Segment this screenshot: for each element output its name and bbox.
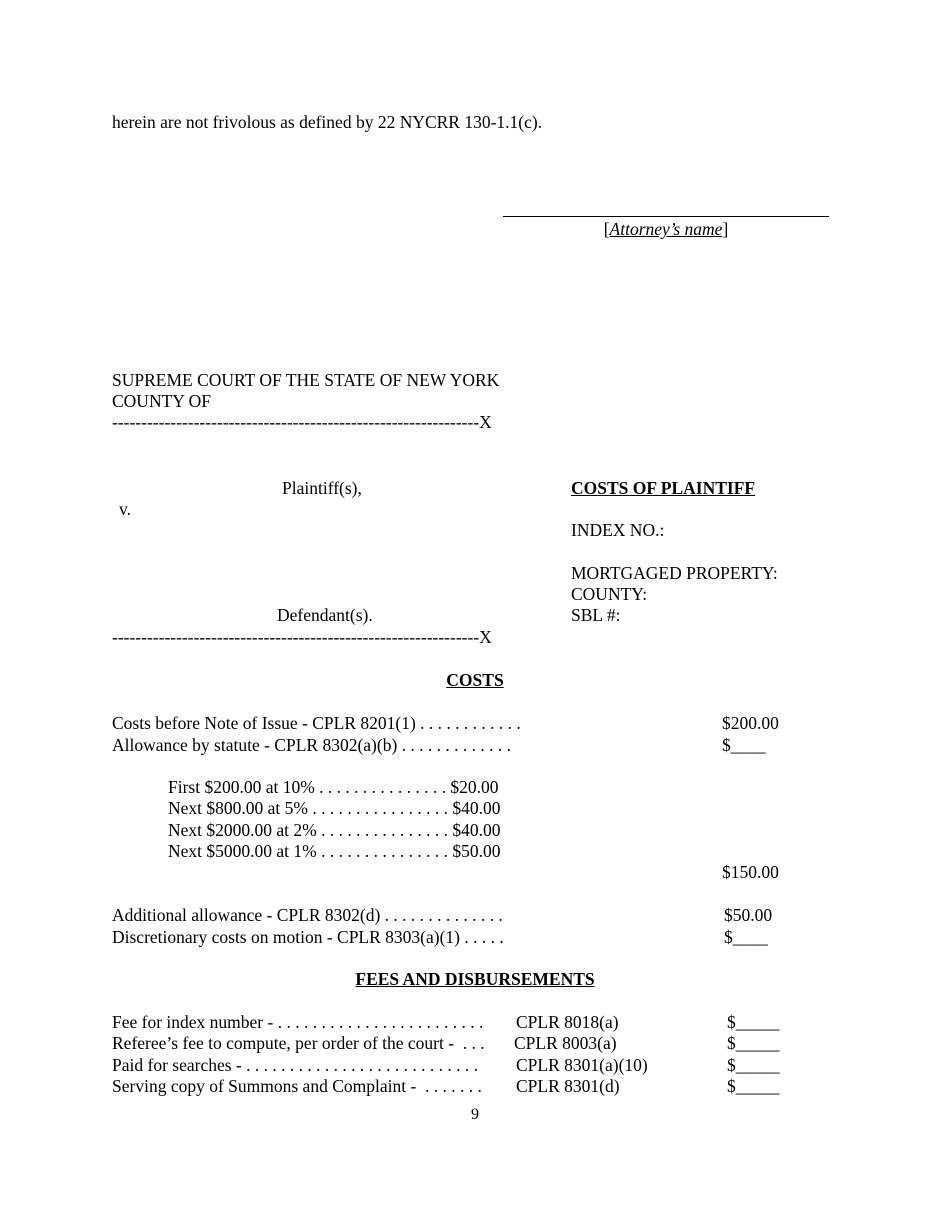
schedule-line: First $200.00 at 10% . . . . . . . . . . . . . . . $20.00 [168, 777, 499, 797]
cost-row-label: Allowance by statute - CPLR 8302(a)(b) . . . . . . . . . . . . . [112, 735, 512, 755]
fee-row-label: Serving copy of Summons and Complaint - . . . . . . . [112, 1076, 482, 1096]
sbl-label: SBL #: [571, 605, 621, 625]
fee-row-label: Fee for index number - . . . . . . . . . . . . . . . . . . . . . . . . [112, 1012, 484, 1032]
fee-row-cplr: CPLR 8301(d) [516, 1076, 620, 1096]
signature-line [503, 216, 829, 217]
fee-row-amount: $_____ [727, 1055, 780, 1075]
fee-row-cplr: CPLR 8018(a) [516, 1012, 619, 1032]
mortgaged-property-label: MORTGAGED PROPERTY: [571, 563, 778, 583]
fee-row-amount: $_____ [727, 1076, 780, 1096]
cost-row-amount: $200.00 [722, 713, 779, 733]
cost-row-label: Additional allowance - CPLR 8302(d) . . . . . . . . . . . . . . [112, 905, 503, 925]
cost-row-amount: $____ [722, 735, 766, 755]
fee-row-cplr: CPLR 8301(a)(10) [516, 1055, 648, 1075]
costs-of-plaintiff-title: COSTS OF PLAINTIFF [571, 478, 756, 498]
fee-row-label: Paid for searches - . . . . . . . . . . . . . . . . . . . . . . . . . . . [112, 1055, 478, 1075]
cost-row-label: Discretionary costs on motion - CPLR 8303(a)(1) . . . . . [112, 927, 504, 947]
versus-label: v. [119, 499, 131, 519]
plaintiff-label: Plaintiff(s), [282, 478, 362, 498]
schedule-total: $150.00 [722, 862, 779, 882]
schedule-line: Next $800.00 at 5% . . . . . . . . . . . . . . . . $40.00 [168, 798, 501, 818]
defendant-label: Defendant(s). [277, 605, 373, 625]
bracket-close: ] [722, 219, 729, 239]
cost-row-amount: $50.00 [724, 905, 773, 925]
costs-heading: COSTS [446, 670, 504, 690]
index-no-label: INDEX NO.: [571, 520, 665, 540]
cost-row-label: Costs before Note of Issue - CPLR 8201(1) . . . . . . . . . . . . [112, 713, 521, 733]
caption-divider-top: ---------------------------------------------------------------X [112, 412, 492, 432]
fee-row-amount: $_____ [727, 1012, 780, 1032]
caption-divider-bottom: ---------------------------------------------------------------X [112, 627, 492, 647]
fee-row-cplr: CPLR 8003(a) [514, 1033, 617, 1053]
bracket-open: [ [603, 219, 610, 239]
page-number: 9 [471, 1106, 479, 1123]
attorney-name: Attorney’s name [609, 219, 723, 239]
fee-row-label: Referee’s fee to compute, per order of the court - . . . [112, 1033, 485, 1053]
schedule-line: Next $2000.00 at 2% . . . . . . . . . . . . . . . $40.00 [168, 820, 501, 840]
cost-row-amount: $____ [724, 927, 768, 947]
intro-text: herein are not frivolous as defined by 22 NYCRR 130-1.1(c). [112, 112, 543, 132]
court-name: SUPREME COURT OF THE STATE OF NEW YORK [112, 370, 500, 390]
schedule-line: Next $5000.00 at 1% . . . . . . . . . . . . . . . $50.00 [168, 841, 501, 861]
fees-heading: FEES AND DISBURSEMENTS [355, 969, 595, 989]
county-label: COUNTY: [571, 584, 648, 604]
attorney-signature [503, 219, 829, 241]
county-of: COUNTY OF [112, 391, 212, 411]
fee-row-amount: $_____ [727, 1033, 780, 1053]
